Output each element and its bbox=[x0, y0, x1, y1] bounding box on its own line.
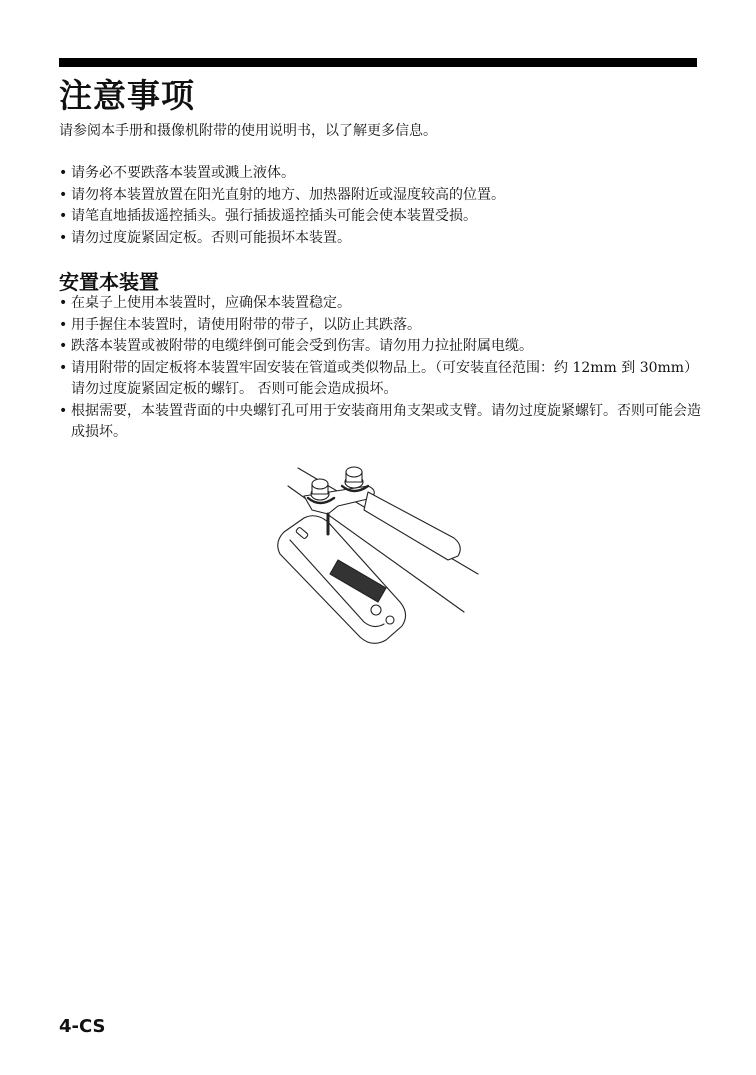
list-item: • 请勿将本装置放置在阳光直射的地方、加热器附近或湿度较高的位置。 bbox=[59, 185, 709, 207]
list-item: • 跌落本装置或被附带的电缆绊倒可能会受到伤害。请勿用力拉扯附属电缆。 bbox=[59, 336, 709, 358]
page-number: 4-CS bbox=[59, 1016, 106, 1037]
list-item: • 根据需要，本装置背面的中央螺钉孔可用于安装商用角支架或支臂。请勿过度旋紧螺钉。否则可能会造成损坏。 bbox=[59, 401, 709, 444]
intro-text: 请参阅本手册和摄像机附带的使用说明书，以了解更多信息。 bbox=[59, 123, 437, 139]
mounting-illustration bbox=[268, 462, 490, 658]
page-title: 注意事项 bbox=[59, 76, 195, 115]
header-rule bbox=[59, 58, 697, 67]
installation-list bbox=[59, 293, 709, 444]
section-title: 安置本装置 bbox=[59, 270, 159, 294]
list-item: • 请笔直地插拔遥控插头。强行插拔遥控插头可能会使本装置受损。 bbox=[59, 206, 709, 228]
list-item: • 请用附带的固定板将本装置牢固安装在管道或类似物品上。（可安装直径范围：约 12mm 到 30mm）请勿过度旋紧固定板的螺钉。 否则可能会造成损坏。 bbox=[59, 358, 709, 401]
list-item: • 请勿过度旋紧固定板。否则可能损坏本装置。 bbox=[59, 228, 709, 250]
list-item: • 用手握住本装置时，请使用附带的带子，以防止其跌落。 bbox=[59, 315, 709, 337]
precautions-list bbox=[59, 163, 709, 249]
list-item: • 请务必不要跌落本装置或溅上液体。 bbox=[59, 163, 709, 185]
list-item: • 在桌子上使用本装置时，应确保本装置稳定。 bbox=[59, 293, 709, 315]
